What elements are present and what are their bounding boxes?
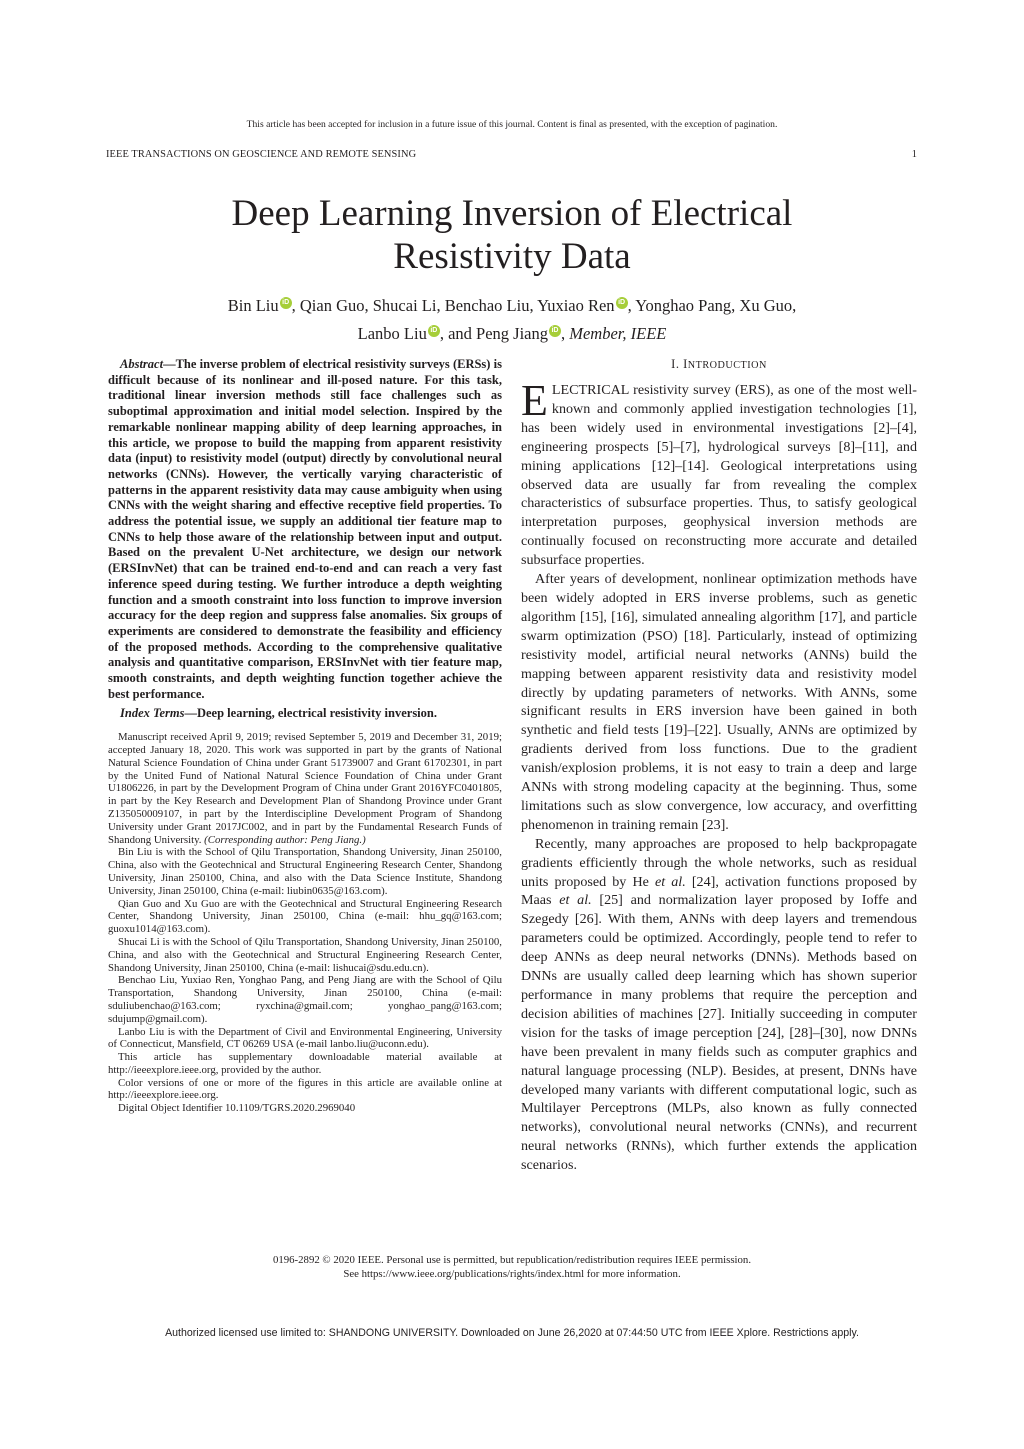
orcid-icon[interactable]: iD — [428, 325, 440, 337]
copyright-line-2: See https://www.ieee.org/publications/rights/index.html for more information. — [343, 1267, 681, 1280]
running-head: IEEE TRANSACTIONS ON GEOSCIENCE AND REMOTE SENSING — [106, 149, 417, 160]
footnote-doi: Digital Object Identifier 10.1109/TGRS.2020.2969040 — [118, 1102, 356, 1115]
abstract-text: The inverse problem of electrical resistivity surveys (ERSs) is difficult because of its nonlinear and ill-posed nature. For this task, traditional linear inversion methods still face challenges such as suboptimal approximation and initial model selection. Inspired by the remarkable nonlinear mapping ability of deep learning approaches, in this article, we propose to build the mapping from apparent resistivity data (input) to resistivity model (output) directly by convolutional neural networks (CNNs). However, the vertically varying characteristic of patterns in the apparent resistivity data may cause ambiguity when using CNNs with the weight sharing and effective receptive field properties. To address the potential issue, we supply an additional tier feature map to CNNs to help those aware of the relationship between input and output. Based on the prevalent U-Net architecture, we design our network (ERSInvNet) that can be trained end-to-end and can reach a very fast inference speed during testing. We further introduce a depth weighting function and a smooth constraint into loss function to improve inversion accuracy for the deep region and suppress false anomalies. Six groups of experiments are considered to demonstrate the feasibility and efficiency of the proposed methods. According to the comprehensive qualitative analysis and quantitative comparison, ERSInvNet with tier feature map, smooth constraints, and depth weighting function together achieve the best performance. — [108, 357, 502, 701]
intro-paragraph-2: After years of development, nonlinear optimization methods have been widely adopted in ERS inverse problems, such as genetic algorithm [15], [16], simulated annealing algorithm [17], and particle swarm optimization (PSO) [18]. Particularly, instead of optimizing resistivity model, artificial neural networks (ANNs) build the mapping between apparent resistivity data and resistivity model directly by updating parameters of networks. With ANNs, some significant results in ERS inversion have been gained in both synthetic and field tests [19]–[22]. Usually, ANNs are optimized by gradients derived from loss functions. Due to the gradient vanish/explosion problems, it is not easy to train a deep and large ANNs with strong modeling capacity at the beginning. Thus, some limitations such as slow convergence, low accuracy, and overfitting phenomenon in training remain [23]. — [521, 571, 917, 833]
footnote-affiliation: Benchao Liu, Yuxiao Ren, Yonghao Pang, and Peng Jiang are with the School of Qilu Transportation, Shandong University, Jinan 250100, China (e-mail: sduliubenchao@163.com; ryxchina@gmail.com; yonghao_pang@163.com; sdujump@gmail.com). — [108, 974, 502, 1025]
copyright-line-1: 0196-2892 © 2020 IEEE. Personal use is permitted, but republication/redistribution requires IEEE permission. — [272, 1254, 752, 1266]
intro-paragraph-1: ELECTRICAL resistivity survey (ERS), as one of the most well-known and commonly applied investigation technologies [1], has been widely used in environmental investigations [2]–[4], engineering prospects [5]–[7], hydrological surveys [8]–[11], and mining applications [12]–[14]. Geological interpretations using observed data are usually far from revealing the complex characteristics of subsurface properties. Thus, to satisfy geological interpretation purposes, geophysical inversion methods are continually focused on reconstructing more accurate and detailed subsurface properties. — [521, 376, 917, 569]
author-name: , and Peng Jiang — [439, 324, 548, 343]
author-list — [0, 292, 1024, 348]
index-terms-text: Deep learning, electrical resistivity inversion. — [196, 706, 437, 721]
page-number: 1 — [911, 149, 917, 160]
author-name: Lanbo Liu — [357, 324, 427, 343]
index-terms-label: Index Terms — [120, 706, 185, 721]
author-name: Bin Liu — [227, 296, 279, 315]
author-names: , Qian Guo, Shucai Li, Benchao Liu, Yuxiao Ren — [291, 296, 615, 315]
membership: Member, IEEE — [569, 324, 667, 343]
footnote-color: Color versions of one or more of the figures in this article are available online at http://ieeexplore.ieee.org. — [108, 1076, 502, 1102]
index-terms-dash: — — [184, 706, 197, 721]
footnote-affiliation: Shucai Li is with the School of Qilu Transportation, Shandong University, Jinan 250100, China, and also with the Geotechnical and Structural Engineering Research Center, Shandong University, Jinan 250100, China (e-mail: lishucai@sdu.edu.cn). — [108, 935, 502, 974]
abstract — [108, 357, 502, 702]
paper-title — [0, 192, 1024, 278]
drop-cap: E — [521, 376, 548, 425]
orcid-icon[interactable]: iD — [549, 325, 561, 337]
footnote-affiliation: Bin Liu is with the School of Qilu Transportation, Shandong University, Jinan 250100, China, also with the Geotechnical and Structural Engineering Research Center, Shandong University, Jinan 250100, China, and also with the Data Science Institute, Shandong University, Jinan 250100, China (e-mail: liubin0635@163.com). — [108, 846, 502, 897]
footnote-manuscript: Manuscript received April 9, 2019; revised September 5, 2019 and December 31, 2019; accepted January 18, 2020. This work was supported in part by the grants of National Natural Science Foundation of China under Grant 51739007 and Grant 61702301, in part by the United Fund of National Natural Science Foundation of China under Grant U1806226, in part by the Development Program of China under Grant 2016YFC0401805, in part by the Key Research and Development Plan of Shandong Province under Grant Z135050009107, in part by the Interdiscipline Development Program of Shandong University under Grant 2017JC002, and in part by the Fundamental Research Funds of Shandong University. (Corresponding author: Peng Jiang.) — [108, 731, 502, 846]
author-line-1 — [0, 292, 1024, 320]
copyright-notice — [0, 1254, 1024, 1281]
intro-paragraph-3: Recently, many approaches are proposed to help backpropagate gradients efficiently through the whole networks, such as residual units proposed by He et al. [24], activation functions proposed by Maas et al. [25] and normalization layer proposed by Ioffe and Szegedy [26]. With them, ANNs with deep layers and tremendous parameters could be optimized. Accordingly, people tend to refer to deep ANNs as deep neural networks (DNNs). Methods based on DNNs are usually called deep learning which has shown superior performance in many problems that require the perception and decision abilities of machines [27]. Initially succeeding in computer vision for the tasks of image perception [24], [28]–[30], now DNNs have been prevalent in many fields such as computer graphics and natural language processing (NLP). Besides, at present, DNNs have developed many variants with different computational logic, such as Multilayer Perceptrons (MLPs, also known as fully connected networks), convolutional neural networks (CNNs), and recurrent neural networks (RNNs), which further extends the application scenarios. — [521, 835, 918, 1174]
author-line-2: Lanbo Liu iD , and Peng Jiang iD , Member, IEEE — [357, 324, 667, 343]
section-heading: I. INTRODUCTION — [671, 357, 767, 371]
orcid-icon[interactable]: iD — [280, 297, 292, 309]
license-footer: Authorized licensed use limited to: SHANDONG UNIVERSITY. Downloaded on June 26,2020 at 07:44:50 UTC from IEEE Xplore. Restrictions apply. — [165, 1327, 859, 1339]
journal-notice: This article has been accepted for inclusion in a future issue of this journal. Content is final as presented, with the exception of pagination. — [246, 119, 778, 130]
footnote-affiliation: Lanbo Liu is with the Department of Civil and Environmental Engineering, University of Connecticut, Mansfield, CT 06269 USA (e-mail lanbo.liu@uconn.edu). — [108, 1025, 502, 1051]
right-column — [521, 357, 917, 1175]
footnote-affiliation: Qian Guo and Xu Guo are with the Geotechnical and Structural Engineering Research Center, Shandong University, Jinan 250100, China (e-mail: hhu_gq@163.com; guoxu1014@163.com). — [108, 897, 502, 936]
corresponding-author: (Corresponding author: Peng Jiang.) — [204, 833, 366, 846]
footnotes — [108, 731, 502, 1115]
title-line-2: Resistivity Data — [393, 236, 631, 277]
author-names: , Yonghao Pang, Xu Guo, — [627, 296, 797, 315]
title-line-1: Deep Learning Inversion of Electrical — [231, 193, 793, 234]
left-column — [108, 357, 502, 1115]
index-terms — [108, 706, 502, 722]
abstract-dash: — — [163, 357, 176, 371]
orcid-icon[interactable]: iD — [616, 297, 628, 309]
footnote-supplementary: This article has supplementary downloadable material available at http://ieeexplore.ieee.org, provided by the author. — [108, 1051, 502, 1076]
abstract-label: Abstract — [120, 357, 164, 371]
